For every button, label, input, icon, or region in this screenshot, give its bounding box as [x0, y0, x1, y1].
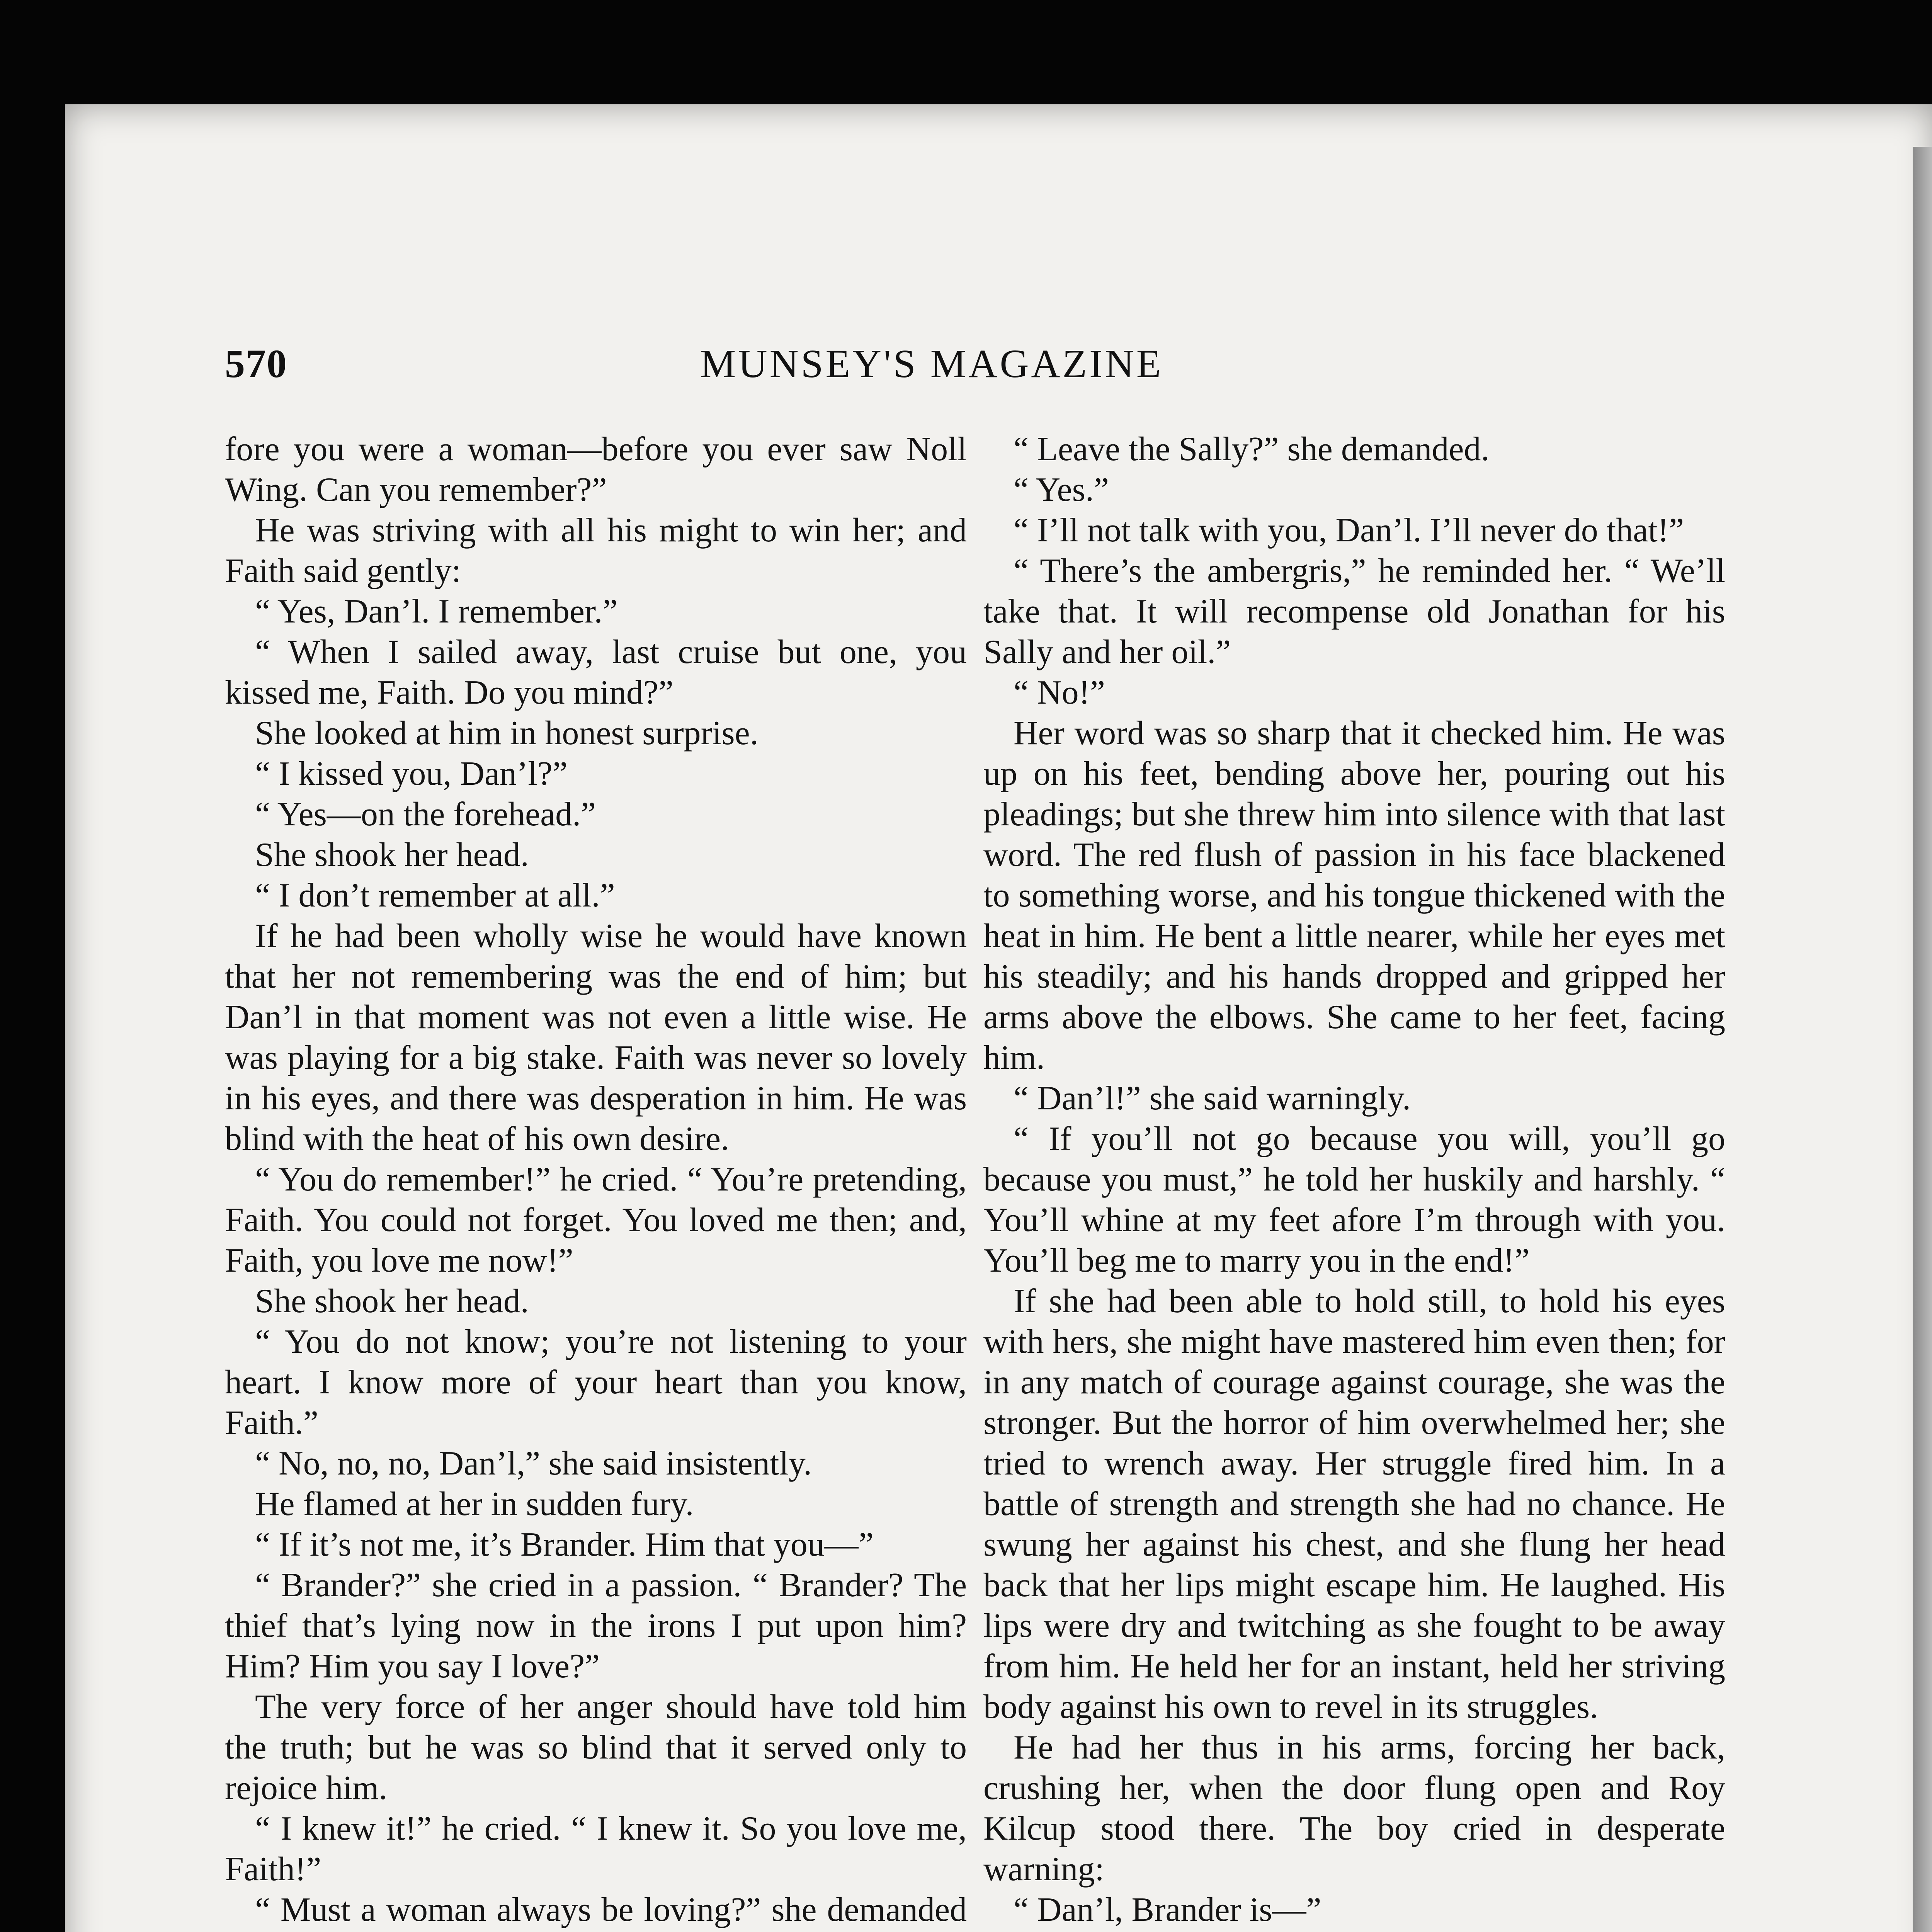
paragraph: He flamed at her in sudden fury.: [255, 1485, 694, 1523]
paragraph: “ You do not know; you’re not listening to your heart. I know more of your heart than you know, Faith.”: [225, 1323, 967, 1442]
paragraph: She shook her head.: [255, 836, 529, 874]
paragraph: He was striving with all his might to win her; and Faith said gently:: [225, 512, 967, 590]
paragraph: “ No!”: [1014, 674, 1105, 711]
paragraph: “ Dan’l, Brander is—”: [1014, 1891, 1321, 1929]
paragraph: “ Dan’l!” she said warningly.: [1014, 1080, 1411, 1117]
paragraph: “ You do remember!” he cried. “ You’re pretending, Faith. You could not forget. You loved me then; and, Faith, you love me now!”: [225, 1161, 967, 1279]
paragraph: She looked at him in honest surprise.: [255, 714, 759, 752]
paragraph: If he had been wholly wise he would have known that her not remembering was the end of him; but Dan’l in that moment was not even a little wise. He was playing for a big stake. Faith was never so lovely in his eyes, and there was desperation in him. He was blind with the heat of his own desire.: [225, 917, 967, 1158]
paragraph: He had her thus in his arms, forcing her back, crushing her, when the door flung open and Roy Kilcup stood there. The boy cried in desperate warning:: [983, 1729, 1725, 1888]
paragraph: Her word was so sharp that it checked him. He was up on his feet, bending above her, pouring out his pleadings; but she threw him into silence with that last word. The red flush of passion in his face blackened to something worse, and his tongue thickened with the heat in him. He bent a little nearer, while her eyes met his steadily; and his hands dropped and gripped her arms above the elbows. She came to her feet, facing him.: [983, 714, 1725, 1077]
paragraph: fore you were a woman—before you ever saw Noll Wing. Can you remember?”: [225, 430, 967, 509]
page-header: [225, 341, 1732, 399]
paragraph: “ Yes.”: [1014, 471, 1109, 509]
paragraph: “ No, no, no, Dan’l,” she said insistently.: [255, 1445, 812, 1482]
paragraph: She shook her head.: [255, 1282, 529, 1320]
left-column: [225, 429, 967, 1932]
paragraph: “ I don’t remember at all.”: [255, 877, 615, 914]
facing-page-edge: [1913, 147, 1932, 1932]
paragraph: “ I’ll not talk with you, Dan’l. I’ll never do that!”: [1014, 512, 1684, 549]
paragraph: “ Must a woman always be loving?” she demanded: [255, 1891, 967, 1929]
paragraph: [983, 1930, 1725, 1932]
right-column: [983, 429, 1725, 1932]
running-head: MUNSEY'S MAGAZINE: [700, 342, 1163, 386]
paragraph: “ When I sailed away, last cruise but one, you kissed me, Faith. Do you mind?”: [225, 633, 967, 711]
paragraph: The very force of her anger should have told him the truth; but he was so blind that it served only to rejoice him.: [225, 1688, 967, 1807]
paragraph: “ Leave the Sally?” she demanded.: [1014, 430, 1490, 468]
paragraph: If she had been able to hold still, to hold his eyes with hers, she might have mastered him even then; for in any match of courage against courage, she was the stronger. But the horror of him overwhelmed her; she tried to wrench away. Her struggle fired him. In a battle of strength and strength she had no chance. He swung her against his chest, and she flung her head back that her lips might escape him. He laughed. His lips were dry and twitching as she fought to be away from him. He held her for an instant, held her striving body against his own to revel in its struggles.: [983, 1282, 1725, 1726]
paragraph: “ I knew it!” he cried. “ I knew it. So you love me, Faith!”: [225, 1810, 967, 1888]
paragraph: “ Brander?” she cried in a passion. “ Brander? The thief that’s lying now in the irons I put upon him? Him? Him you say I love?”: [225, 1566, 967, 1685]
page-number: 570: [225, 342, 287, 386]
paragraph: “ If you’ll not go because you will, you’ll go because you must,” he told her huskily and harshly. “ You’ll whine at my feet afore I’m through with you. You’ll beg me to marry you in the end!”: [983, 1120, 1725, 1279]
paragraph: “ There’s the ambergris,” he reminded her. “ We’ll take that. It will recompense old Jonathan for his Sally and her oil.”: [983, 552, 1725, 671]
paragraph: “ Yes—on the forehead.”: [255, 796, 596, 833]
paragraph: “ Yes, Dan’l. I remember.”: [255, 593, 618, 630]
paragraph: “ If it’s not me, it’s Brander. Him that you—”: [255, 1526, 874, 1563]
paragraph: “ I kissed you, Dan’l?”: [255, 755, 568, 793]
